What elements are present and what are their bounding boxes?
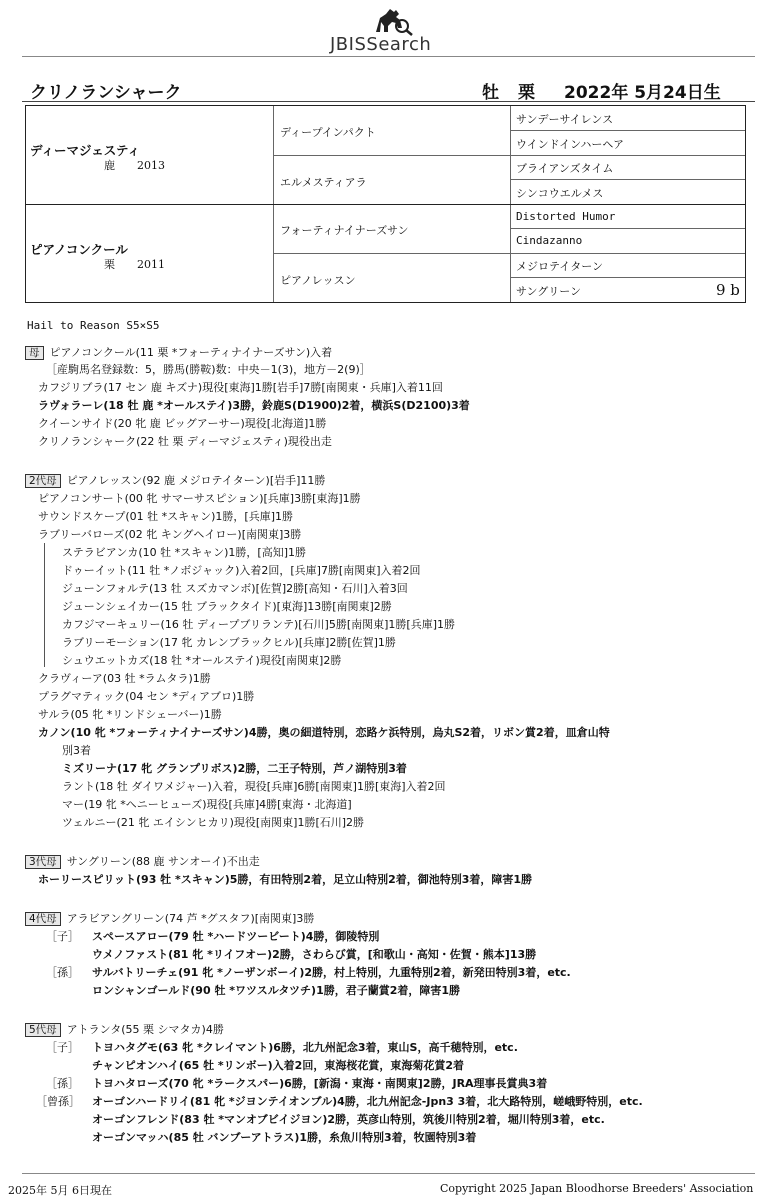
sire-name[interactable]: ディーマジェスティ <box>30 143 141 158</box>
dam-detail: 栗 2011 <box>104 258 165 271</box>
section-tag: 母 <box>25 346 44 360</box>
family-line: オーゴンフレンド(83 牡 *マンオブビイジヨン)2勝，英彦山特別，筑後川特別2着，堀川特別3着，etc. <box>92 1113 605 1126</box>
family-line: ジューンフォルテ(13 牡 スズカマンボ)[佐賀]2勝[高知・石川]入着3回 <box>62 582 408 595</box>
copyright: Copyright 2025 Japan Bloodhorse Breeders' Association <box>440 1182 754 1195</box>
family-line: マー(19 牝 *ヘニーヒューズ)現役[兵庫]4勝[東海・北海道] <box>62 798 352 811</box>
family-line: サルバトリーチェ(91 牝 *ノーザンボーイ)2勝，村上特別，九重特別2着，新発田特別3着，etc. <box>92 966 571 979</box>
section-tag: 5代母 <box>25 1023 61 1037</box>
family-line: ラヴォラーレ(18 牡 鹿 *オールステイ)3勝，鈴鹿S(D1900)2着，横浜S(D2100)3着 <box>38 399 470 412</box>
family-line: ミズリーナ(17 牝 グランプリボス)2勝，二王子特別，芦ノ湖特別3着 <box>62 762 407 775</box>
family-line: プラグマティック(04 セン *ディアブロ)1勝 <box>38 690 255 703</box>
family-line: トヨハタローズ(70 牝 *ラークスパー)6勝，[新潟・東海・南関東]2勝，JRA理事長賞典3着 <box>92 1077 548 1090</box>
family-line: オーゴンハードリイ(81 牝 *ジヨンテイオンブル)4勝，北九州記念-Jpn3 3着，北大路特別，嵯峨野特別，etc. <box>92 1095 643 1108</box>
g3-ancestor[interactable]: サンデーサイレンス <box>516 113 614 126</box>
generation-label: ［曾孫］ <box>36 1095 80 1108</box>
family-line: クラヴィーア(03 牡 *ラムタラ)1勝 <box>38 672 211 685</box>
footer-divider <box>22 1173 755 1174</box>
horse-sex: 牡 <box>482 83 499 103</box>
g3-ancestor[interactable]: メジロテイターン <box>516 260 604 273</box>
family-line: カノン(10 牝 *フォーティナイナーズサン)4勝，奥の細道特別，恋路ケ浜特別，烏丸S2着，リボン賞2着，皿倉山特 <box>38 726 610 739</box>
family-line: ジューンシェイカー(15 牡 ブラックタイド)[東海]13勝[南関東]2勝 <box>62 600 392 613</box>
jbis-search-logo[interactable] <box>322 6 462 56</box>
g3-ancestor[interactable]: ウインドインハーヘア <box>516 138 625 151</box>
as-of-date: 2025年 5月 6日現在 <box>8 1184 112 1197</box>
family-line: ステラビアンカ(10 牡 *スキャン)1勝，[高知]1勝 <box>62 546 306 559</box>
g3-ancestor[interactable]: ブライアンズタイム <box>516 162 614 175</box>
family-line: クイーンサイド(20 牝 鹿 ビッグアーサー)現役[北海道]1勝 <box>38 417 327 430</box>
offspring-bracket <box>44 543 45 667</box>
dam-sire[interactable]: フォーティナイナーズサン <box>280 224 409 237</box>
dam-dam[interactable]: ピアノレッスン <box>280 274 356 287</box>
family-line: ピアノコンサート(00 牝 サマーサスピション)[兵庫]3勝[東海]1勝 <box>38 492 361 505</box>
g3-ancestor[interactable]: Distorted Humor <box>516 210 616 223</box>
brand-left: JBIS <box>330 34 367 55</box>
section-tag: 2代母 <box>25 474 61 488</box>
g3-ancestor[interactable]: シンコウエルメス <box>516 187 604 200</box>
family-line: シュウエットカズ(18 牡 *オールステイ)現役[南関東]2勝 <box>62 654 342 667</box>
section-g3-header <box>25 855 260 869</box>
family-line: オーゴンマッハ(85 牡 バンブーアトラス)1勝，糸魚川特別3着，牧園特別3着 <box>92 1131 477 1144</box>
family-line: スペースアロー(79 牡 *ハードツービート)4勝，御陵特別 <box>92 930 380 943</box>
section-dam-header <box>25 346 332 360</box>
g3-ancestor[interactable]: サングリーン <box>516 285 582 298</box>
family-line: ホーリースピリット(93 牡 *スキャン)5勝，有田特別2着，足立山特別2着，御池特別3着，障害1勝 <box>38 873 533 886</box>
family-line: カフジリブラ(17 セン 鹿 キズナ)現役[東海]1勝[岩手]7勝[南関東・兵庫]入着11回 <box>38 381 443 394</box>
horse-logo-icon <box>366 6 416 36</box>
generation-label: ［孫］ <box>46 966 79 979</box>
title-divider <box>22 101 755 102</box>
family-line: ラント(18 牡 ダイワメジャー)入着，現役[兵庫]6勝[南関東]1勝[東海]入着2回 <box>62 780 446 793</box>
family-line: カフジマーキュリー(16 牡 ディープブリランテ)[石川]5勝[南関東]1勝[兵庫]1勝 <box>62 618 456 631</box>
family-line: ドゥーイット(11 牡 *ノボジャック)入着2回，[兵庫]7勝[南関東]入着2回 <box>62 564 421 577</box>
sire-detail: 鹿 2013 <box>104 159 165 172</box>
inbreeding-note: Hail to Reason S5×S5 <box>27 319 160 332</box>
family-line: クリノランシャーク(22 牡 栗 ディーマジェスティ)現役出走 <box>38 435 332 448</box>
sire-sire[interactable]: ディープインパクト <box>280 126 376 139</box>
family-line: ツェルニー(21 牝 エイシンヒカリ)現役[南関東]1勝[石川]2勝 <box>62 816 365 829</box>
family-line: アトランタ(55 栗 シマタカ)4勝 <box>66 1023 224 1036</box>
family-line: ピアノコンクール(11 栗 *フォーティナイナーズサン)入着 <box>49 346 333 359</box>
horse-title-row <box>30 78 730 102</box>
pedigree-table <box>25 105 746 303</box>
horse-birthdate: 2022年 5月24日生 <box>564 83 721 103</box>
sire-dam[interactable]: エルメスティアラ <box>280 176 367 189</box>
dam-name[interactable]: ピアノコンクール <box>30 242 128 257</box>
section-g4-header <box>25 912 314 926</box>
family-line: ラブリーモーション(17 牝 カレンブラックヒル)[兵庫]2勝[佐賀]1勝 <box>62 636 396 649</box>
family-number: 9 b <box>716 281 740 299</box>
family-line: 別3着 <box>62 744 91 757</box>
brand-right: Search <box>366 34 432 55</box>
header-divider <box>22 56 755 57</box>
family-line: ロンシャンゴールド(90 牡 *ワツスルタツチ)1勝，君子蘭賞2着，障害1勝 <box>92 984 461 997</box>
family-line: ［産駒馬名登録数：5，勝馬(勝鞍)数：中央－1(3)，地方－2(9)］ <box>46 363 371 376</box>
generation-label: ［子］ <box>46 1041 79 1054</box>
family-line: トヨハタグモ(63 牝 *クレイマント)6勝，北九州記念3着，東山S，高千穂特別，etc. <box>92 1041 518 1054</box>
family-line: ピアノレッスン(92 鹿 メジロテイターン)[岩手]11勝 <box>66 474 326 487</box>
g3-ancestor[interactable]: Cindazanno <box>516 234 583 247</box>
generation-label: ［孫］ <box>46 1077 79 1090</box>
family-line: サングリーン(88 鹿 サンオーイ)不出走 <box>66 855 260 868</box>
family-line: チャンピオンハイ(65 牡 *リンボー)入着2回，東海桜花賞，東海菊花賞2着 <box>92 1059 464 1072</box>
family-line: ラブリーバローズ(02 牝 キングヘイロー)[南関東]3勝 <box>38 528 302 541</box>
section-g5-header <box>25 1023 224 1037</box>
section-g2-header <box>25 474 325 488</box>
family-line: ウメノファスト(81 牝 *リイフオー)2勝，さわらび賞，[和歌山・高知・佐賀・熊本]13勝 <box>92 948 537 961</box>
section-tag: 4代母 <box>25 912 61 926</box>
family-line: サウンドスケープ(01 牡 *スキャン)1勝，[兵庫]1勝 <box>38 510 293 523</box>
family-line: サルラ(05 牝 *リンドシェーバー)1勝 <box>38 708 222 721</box>
section-tag: 3代母 <box>25 855 61 869</box>
horse-color: 栗 <box>518 83 535 103</box>
family-line: アラビアングリーン(74 芦 *グスタフ)[南関東]3勝 <box>66 912 315 925</box>
generation-label: ［子］ <box>46 930 79 943</box>
horse-name: クリノランシャーク <box>30 83 182 103</box>
